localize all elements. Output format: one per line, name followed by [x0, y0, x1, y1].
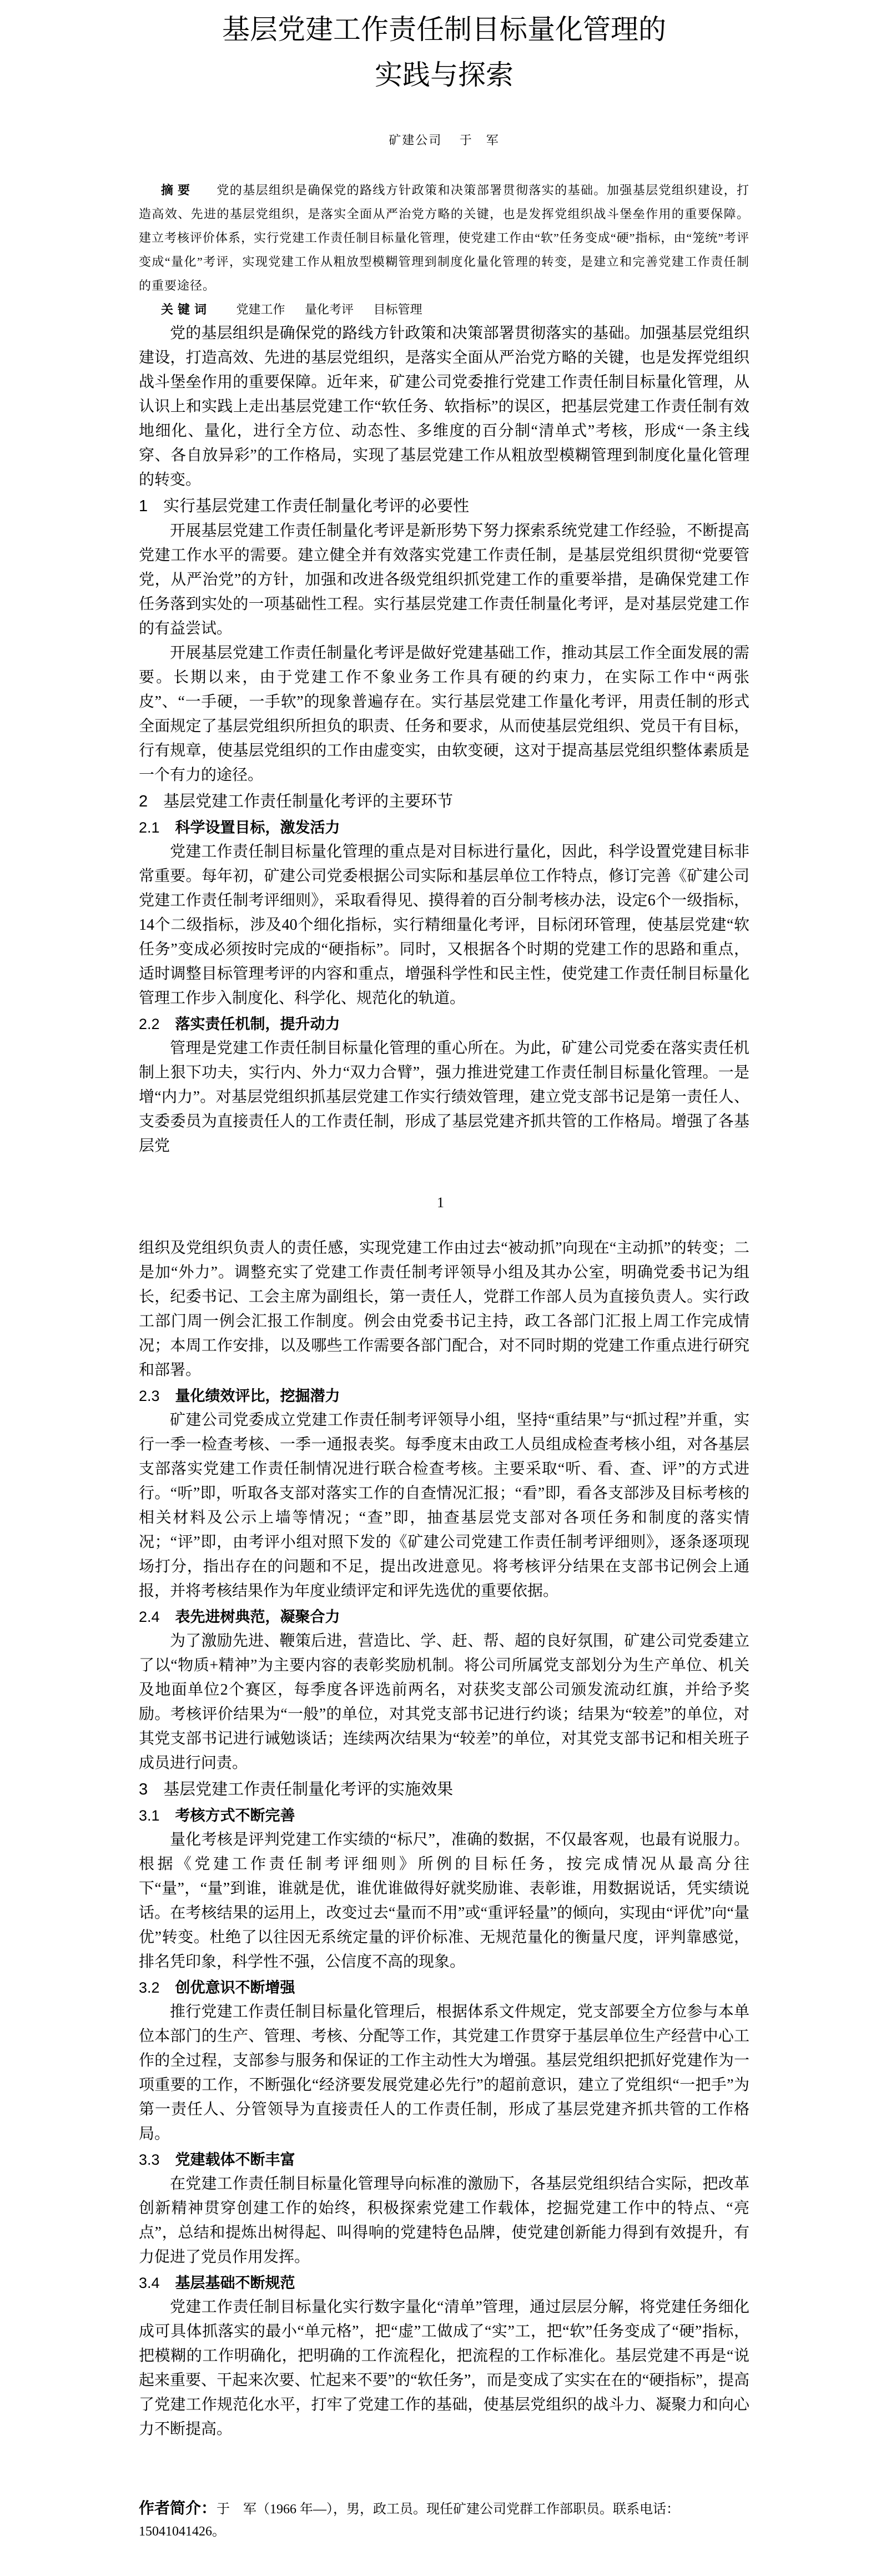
- subsection-number: 2.1: [139, 819, 160, 836]
- keyword: 量化考评: [305, 303, 354, 316]
- paragraph: 开展基层党建工作责任制量化考评是做好党建基础工作，推动其层工作全面发展的需要。长期以来，由于党建工作不象业务工作具有硬的约束力，在实际工作中“两张皮”、“一手硬，一手软”的现象普遍存在。实行基层党建工作量化考评，用责任制的形式全面规定了基层党组织所担负的职责、任务和要求，从而使基层党组织、党员干有目标，行有规章，使基层党组织的工作由虚变实，由软变硬，这对于提高基层党组织整体素质是一个有力的途径。: [139, 644, 749, 784]
- paragraph: 量化考核是评判党建工作实绩的“标尺”，准确的数据，不仅最客观，也最有说服力。根据《党建工作责任制考评细则》所例的目标任务，按完成情况从最高分往下“量”，“量”到谁，谁就是优，谁优谁做得好就奖励谁、表彰谁，用数据说话，凭实绩说话。在考核结果的运用上，改变过去“量而不用”或“重评轻量”的倾向，实现由“评优”向“量优”转变。杜绝了以往因无系统定量的评价标准、无规范量化的衡量尺度，评判靠感觉，排名凭印象，科学性不强，公信度不高的现象。: [139, 1831, 749, 1970]
- author-name: 于 军: [459, 133, 500, 147]
- keyword: 党建工作: [236, 303, 285, 316]
- subsection-heading: [139, 1012, 749, 1036]
- abstract: [139, 178, 749, 298]
- subsection-title: 创优意识不断增强: [175, 1979, 295, 1996]
- paragraph: 党建工作责任制目标量化实行数字量化“清单”管理，通过层层分解，将党建任务细化成可具体抓落实的最小“单元格”，把“虚”工做成了“实”工，把“软”任务变成了“硬”指标，把模糊的工作明确化，把明确的工作流程化，把流程的工作标准化。基层党建不再是“说起来重要、干起来次要、忙起来不要”的“软任务”，而是变成了实实在在的“硬指标”，提高了党建工作规范化水平，打牢了党建工作的基础，使基层党组织的战斗力、凝聚力和向心力不断提高。: [139, 2298, 749, 2438]
- paragraph: 推行党建工作责任制目标量化管理后，根据体系文件规定，党支部要全方位参与本单位本部门的生产、管理、考核、分配等工作，其党建工作贯穿于基层单位生产经营中心工作的全过程，支部参与服务和保证的工作主动性大为增强。基层党组织把抓好党建作为一项重要的工作，不断强化“经济要发展党建必先行”的超前意识，建立了党组织“一把手”为第一责任人、分管领导为直接责任人的工作责任制，形成了基层党建齐抓共管的工作格局。: [139, 2003, 749, 2143]
- subsection-number: 3.4: [139, 2275, 160, 2291]
- author-org: 矿建公司: [389, 133, 442, 147]
- section-title: 基层党建工作责任制量化考评的主要环节: [163, 793, 454, 810]
- subsection-number: 2.3: [139, 1388, 160, 1404]
- paragraph: 党建工作责任制目标量化管理的重点是对目标进行量化，因此，科学设置党建目标非常重要。每年初，矿建公司党委根据公司实际和基层单位工作特点，修订完善《矿建公司党建工作责任制考评细则》，采取看得见、摸得着的百分制考核办法，设定6个一级指标，14个二级指标，涉及40个细化指标，实行精细量化考评，目标闭环管理，使基层党建“软任务”变成必须按时完成的“硬指标”。同时，又根据各个时期的党建工作的思路和重点，适时调整目标管理考评的内容和重点，增强科学性和民主性，使党建工作责任制目标量化管理工作步入制度化、科学化、规范化的轨道。: [139, 843, 749, 1007]
- subsection-heading: [139, 815, 749, 840]
- paragraph: 开展基层党建工作责任制量化考评是新形势下努力探索系统党建工作经验，不断提高党建工作水平的需要。建立健全并有效落实党建工作责任制，是基层党组织贯彻“党要管党，从严治党”的方针，加强和改进各级党组织抓党建工作的重要举措，是确保党建工作任务落到实处的一项基础性工程。实行基层党建工作责任制量化考评，是对基层党建工作的有益尝试。: [139, 522, 749, 637]
- keywords: [139, 298, 749, 321]
- subsection-title: 党建载体不断丰富: [175, 2151, 295, 2168]
- subsection-title: 量化绩效评比，挖掘潜力: [175, 1388, 340, 1404]
- section-heading: [139, 1777, 749, 1802]
- section-number: 1: [139, 497, 148, 515]
- author-bio-label: 作者简介：: [139, 2499, 217, 2517]
- subsection-number: 3.1: [139, 1807, 160, 1824]
- section-number: 2: [139, 793, 148, 810]
- subsection-heading: [139, 1605, 749, 1629]
- subsection-title: 落实责任机制，提升动力: [175, 1016, 340, 1032]
- author-bio: [139, 2497, 749, 2543]
- subsection-number: 3.2: [139, 1979, 160, 1996]
- subsection-heading: [139, 1803, 749, 1828]
- section-heading: [139, 493, 749, 519]
- author-bio-text: 于 军（1966 年—），男，政工员。现任矿建公司党群工作部职员。联系电话：15041041426。: [139, 2502, 680, 2539]
- paper-title: [139, 0, 749, 98]
- subsection-title: 表先进树典范，凝聚合力: [175, 1609, 340, 1625]
- page-2: [139, 1236, 749, 2576]
- paragraph: 在党建工作责任制目标量化管理导向标准的激励下，各基层党组织结合实际，把改革创新精神贯穿创建工作的始终，积极探索党建工作载体，挖掘党建工作中的特点、“亮点”，总结和提炼出树得起、叫得响的党建特色品牌，使党建创新能力得到有效提升，有力促进了党员作用发挥。: [139, 2175, 749, 2266]
- paragraph-continued: 组织及党组织负责人的责任感，实现党建工作由过去“被动抓”向现在“主动抓”的转变；二是加“外力”。调整充实了党建工作责任制考评领导小组及其办公室，明确党委书记为组长，纪委书记、工会主席为副组长，第一责任人，党群工作部人员为直接负责人。实行政工部门周一例会汇报工作制度。例会由党委书记主持，政工各部门汇报上周工作完成情况；本周工作安排，以及哪些工作需要各部门配合，对不同时期的党建工作重点进行研究和部署。: [139, 1239, 749, 1379]
- keywords-label: 关键词: [161, 303, 212, 316]
- section-number: 3: [139, 1781, 148, 1798]
- subsection-title: 科学设置目标，激发活力: [175, 819, 340, 836]
- subsection-title: 考核方式不断完善: [175, 1807, 295, 1824]
- section-title: 基层党建工作责任制量化考评的实施效果: [163, 1781, 454, 1798]
- page-number: 1: [437, 1194, 444, 1211]
- paragraph: 矿建公司党委成立党建工作责任制考评领导小组，坚持“重结果”与“抓过程”并重，实行一季一检查考核、一季一通报表奖。每季度末由政工人员组成检查考核小组，对各基层支部落实党建工作责任制情况进行联合检查考核。主要采取“听、看、查、评”的方式进行。“听”即，听取各支部对落实工作的自查情况汇报；“看”即，看各支部涉及目标考核的相关材料及公示上墙等情况；“查”即，抽查基层党支部对各项任务和制度的落实情况；“评”即，由考评小组对照下发的《矿建公司党建工作责任制考评细则》，逐条逐项现场打分，指出存在的问题和不足，提出改进意见。将考核评分结果在支部书记例会上通报，并将考核结果作为年度业绩评定和评先选优的重要依据。: [139, 1411, 749, 1600]
- title-line-2: 实践与探索: [375, 59, 514, 90]
- keyword: 目标管理: [373, 303, 422, 316]
- subsection-heading: [139, 2271, 749, 2295]
- section-title: 实行基层党建工作责任制量化考评的必要性: [163, 497, 470, 515]
- abstract-label: 摘要: [161, 183, 195, 197]
- subsection-title: 基层基础不断规范: [175, 2275, 295, 2291]
- subsection-heading: [139, 1975, 749, 2000]
- author-line: [139, 131, 749, 148]
- subsection-heading: [139, 1384, 749, 1408]
- paragraph: 管理是党建工作责任制目标量化管理的重心所在。为此，矿建公司党委在落实责任机制上狠下功夫，实行内、外力“双力合臂”，强力推进党建工作责任制目标量化管理。一是增“内力”。对基层党组织抓基层党建工作实行绩效管理，建立党支部书记是第一责任人、支委委员为直接责任人的工作责任制，形成了基层党建齐抓共管的工作格局。增强了各基层党: [139, 1040, 749, 1155]
- paragraph: 为了激励先进、鞭策后进，营造比、学、赶、帮、超的良好氛围，矿建公司党委建立了以“物质+精神”为主要内容的表彰奖励机制。将公司所属党支部划分为生产单位、机关及地面单位2个赛区，每季度各评选前两名，对获奖支部公司颁发流动红旗，并给予奖励。考核评价结果为“一般”的单位，对其党支部书记进行约谈；结果为“较差”的单位，对其党支部书记进行诫勉谈话；连续两次结果为“较差”的单位，对其党支部书记和相关班子成员进行问责。: [139, 1632, 749, 1772]
- title-line-1: 基层党建工作责任制目标量化管理的: [222, 14, 666, 45]
- section-heading: [139, 789, 749, 814]
- intro-paragraph: 党的基层组织是确保党的路线方针政策和决策部署贯彻落实的基础。加强基层党组织建设，打造高效、先进的基层党组织，是落实全面从严治党方略的关键，也是发挥党组织战斗堡垒作用的重要保障。近年来，矿建公司党委推行党建工作责任制目标量化管理，从认识上和实践上走出基层党建工作“软任务、软指标”的误区，把基层党建工作责任制有效地细化、量化，进行全方位、动态性、多维度的百分制“清单式”考核，形成“一条主线穿、各自放异彩”的工作格局，实现了基层党建工作从粗放型模糊管理到制度化量化管理的转变。: [139, 325, 749, 488]
- subsection-heading: [139, 2147, 749, 2172]
- subsection-number: 2.4: [139, 1609, 160, 1625]
- subsection-number: 2.2: [139, 1016, 160, 1032]
- subsection-number: 3.3: [139, 2151, 160, 2168]
- abstract-text: 党的基层组织是确保党的路线方针政策和决策部署贯彻落实的基础。加强基层党组织建设，打造高效、先进的基层党组织，是落实全面从严治党方略的关键，也是发挥党组织战斗堡垒作用的重要保障。建立考核评价体系，实行党建工作责任制目标量化管理，使党建工作由“软”任务变成“硬”指标，由“笼统”考评变成“量化”考评，实现党建工作从粗放型模糊管理到制度化量化管理的转变，是建立和完善党建工作责任制的重要途径。: [139, 183, 749, 293]
- page-1: [139, 0, 749, 1158]
